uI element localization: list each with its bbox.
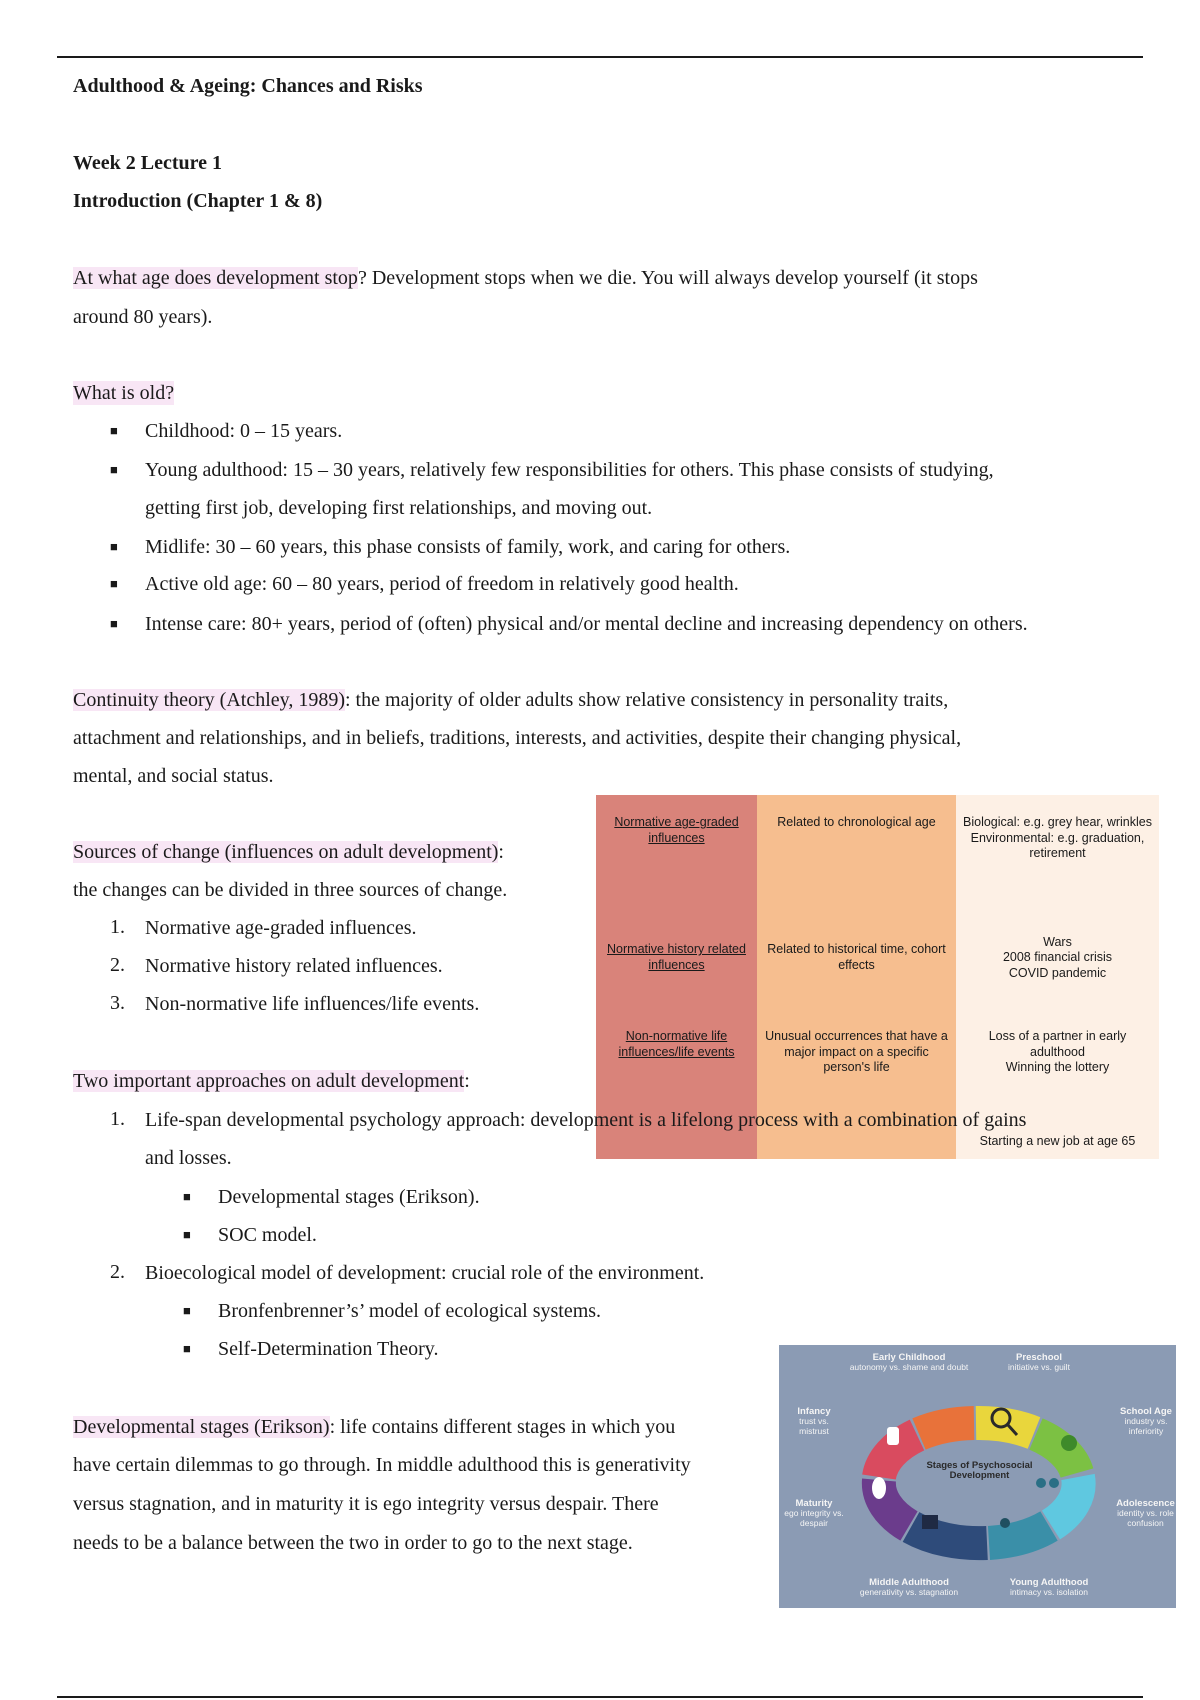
wheel-segment-middle-adulthood: [911, 1527, 987, 1543]
stage-conflict: ego integrity vs. despair: [784, 1508, 844, 1528]
example-text: Loss of a partner in early adulthood: [988, 1029, 1127, 1059]
table-row: [596, 795, 1159, 909]
stage-name: Maturity: [795, 1498, 833, 1509]
stage-conflict: identity vs. role confusion: [1117, 1508, 1174, 1528]
continuity-text-cont: mental, and social status.: [73, 765, 274, 787]
bullet-marker: ■: [110, 423, 118, 438]
bullet-marker: ■: [183, 1303, 191, 1318]
example-text: Environmental: e.g. graduation, retirement: [970, 830, 1145, 861]
example-text: Biological: e.g. grey hear, wrinkles: [963, 815, 1152, 829]
wheel-center-title: Stages of Psychosocial Development: [926, 1460, 1033, 1482]
bottom-rule: [57, 1696, 1143, 1698]
influence-desc-cell: Unusual occurrences that have a major impact on a specific person's life: [757, 1007, 956, 1159]
wheel-segment-young-adulthood: [989, 1526, 1049, 1543]
approaches-term-suffix: :: [464, 1070, 470, 1092]
stage-conflict: intimacy vs. isolation: [1010, 1587, 1088, 1598]
example-text: Winning the lottery: [1005, 1060, 1110, 1075]
approach-subitem: SOC model.: [218, 1224, 317, 1246]
development-stop-question: At what age does development stop: [73, 267, 358, 289]
stage-name: Adolescence: [1116, 1498, 1175, 1509]
development-stop-answer-cont: around 80 years).: [73, 306, 213, 328]
bullet-marker: ■: [110, 616, 118, 631]
family-icon: [1000, 1518, 1010, 1528]
approach-item-cont: and losses.: [145, 1147, 232, 1169]
apple-icon: [1061, 1435, 1077, 1451]
age-group-item: Young adulthood: 15 – 30 years, relatively few responsibilities for others. This phase consists of studying,: [145, 459, 994, 481]
top-rule: [57, 56, 1143, 58]
stage-conflict: trust vs. mistrust: [799, 1416, 829, 1436]
stage-label-preschool: [989, 1353, 1089, 1373]
age-group-item: Active old age: 60 – 80 years, period of freedom in relatively good health.: [145, 573, 739, 595]
bullet-marker: ■: [183, 1227, 191, 1242]
stage-conflict: generativity vs. stagnation: [859, 1587, 959, 1598]
list-number: 3.: [110, 992, 125, 1014]
stage-name: Middle Adulthood: [869, 1577, 949, 1588]
people-icon: [1049, 1478, 1059, 1488]
house-icon: [922, 1515, 938, 1529]
influence-example-cell: [956, 795, 1159, 909]
stage-conflict: autonomy vs. shame and doubt: [849, 1362, 969, 1373]
week-label: Week 2 Lecture 1: [73, 152, 223, 174]
influence-type-cell: Normative history related influences: [596, 909, 757, 1007]
stage-name: Infancy: [797, 1406, 831, 1417]
sources-term-suffix: :: [498, 841, 504, 863]
stage-name: Preschool: [1016, 1352, 1062, 1363]
stage-name: Young Adulthood: [1009, 1577, 1089, 1588]
influence-example-cell: Starting a new job at age 65: [956, 1125, 1159, 1159]
bullet-marker: ■: [183, 1341, 191, 1356]
list-number: 1.: [110, 916, 125, 938]
continuity-term: Continuity theory (Atchley, 1989): [73, 689, 345, 711]
source-item: Normative age-graded influences.: [145, 917, 417, 939]
stage-label-school-age: [1117, 1407, 1175, 1436]
bullet-marker: ■: [183, 1189, 191, 1204]
continuity-paragraph: [73, 688, 948, 712]
stage-label-middle-adulthood: [839, 1578, 979, 1598]
influence-type-cell: Normative age-graded influences: [596, 795, 757, 909]
continuity-text: : the majority of older adults show relative consistency in personality traits,: [345, 689, 949, 711]
list-number: 2.: [110, 1261, 125, 1283]
approaches-term: Two important approaches on adult development: [73, 1070, 465, 1092]
erikson-text: : life contains different stages in which you: [329, 1416, 676, 1438]
example-text: 2008 financial crisis: [1002, 950, 1113, 965]
development-stop-answer: ? Development stops when we die. You will always develop yourself (it stops: [357, 267, 978, 289]
influence-example-cell: [956, 909, 1159, 1007]
stage-name: School Age: [1120, 1406, 1172, 1417]
bullet-marker: ■: [110, 462, 118, 477]
source-item: Non-normative life influences/life events.: [145, 993, 480, 1015]
bullet-marker: ■: [110, 576, 118, 591]
stage-conflict: industry vs. inferiority: [1124, 1416, 1168, 1436]
psychosocial-wheel-figure: [779, 1345, 1176, 1608]
section-subtitle: Introduction (Chapter 1 & 8): [73, 190, 323, 212]
erikson-text-cont: have certain dilemmas to go through. In middle adulthood this is generativity: [73, 1454, 691, 1476]
age-group-item: Intense care: 80+ years, period of (often) physical and/or mental decline and increasing dependency on others.: [145, 613, 1028, 635]
influence-desc-cell: Related to chronological age: [757, 795, 956, 909]
people-icon: [1036, 1478, 1046, 1488]
wheel-segment-early-childhood: [919, 1423, 974, 1434]
age-group-item: Childhood: 0 – 15 years.: [145, 420, 343, 442]
erikson-term: Developmental stages (Erikson): [73, 1416, 330, 1438]
approach-item: Life-span developmental psychology approach: development is a lifelong process with a combination of gains: [145, 1109, 1027, 1131]
example-text: COVID pandemic: [1008, 965, 1107, 980]
example-text: Wars: [1043, 934, 1072, 949]
approach-subitem: Bronfenbrenner’s’ model of ecological systems.: [218, 1300, 602, 1322]
bottle-icon: [887, 1427, 899, 1445]
approach-item: Bioecological model of development: crucial role of the environment.: [145, 1262, 705, 1284]
approach-subitem: Self-Determination Theory.: [218, 1338, 439, 1360]
influence-desc-cell: Related to historical time, cohort effects: [757, 909, 956, 1007]
influences-table: [596, 795, 1159, 1159]
erikson-paragraph: [73, 1415, 675, 1439]
list-number: 1.: [110, 1108, 125, 1130]
stage-label-young-adulthood: [994, 1578, 1104, 1598]
stage-label-infancy: [784, 1407, 844, 1436]
stage-name: Early Childhood: [872, 1352, 946, 1363]
course-title: Adulthood & Ageing: Chances and Risks: [73, 75, 423, 97]
development-stop-paragraph: [73, 266, 978, 290]
sources-term: Sources of change (influences on adult development): [73, 841, 499, 863]
age-group-item: Midlife: 30 – 60 years, this phase consists of family, work, and caring for others.: [145, 536, 791, 558]
clock-icon: [872, 1477, 886, 1499]
sources-paragraph: [73, 840, 504, 864]
table-row: [596, 909, 1159, 1007]
stage-label-maturity: [781, 1499, 847, 1528]
what-is-old-heading: What is old?: [73, 382, 175, 404]
influence-type-cell: Non-normative life influences/life events: [596, 1007, 757, 1159]
approaches-paragraph: [73, 1069, 470, 1093]
approach-subitem: Developmental stages (Erikson).: [218, 1186, 480, 1208]
erikson-text-cont: versus stagnation, and in maturity it is ego integrity versus despair. There: [73, 1493, 659, 1515]
stage-label-adolescence: [1115, 1499, 1176, 1528]
stage-conflict: initiative vs. guilt: [1008, 1362, 1070, 1373]
stage-label-early-childhood: [829, 1353, 989, 1373]
erikson-text-cont: needs to be a balance between the two in order to go to the next stage.: [73, 1532, 633, 1554]
age-group-item-cont: getting first job, developing first relationships, and moving out.: [145, 497, 653, 519]
continuity-text-cont: attachment and relationships, and in beliefs, traditions, interests, and activities, despite their changing physical,: [73, 727, 962, 749]
bullet-marker: ■: [110, 539, 118, 554]
sources-text: the changes can be divided in three sources of change.: [73, 879, 508, 901]
source-item: Normative history related influences.: [145, 955, 443, 977]
list-number: 2.: [110, 954, 125, 976]
